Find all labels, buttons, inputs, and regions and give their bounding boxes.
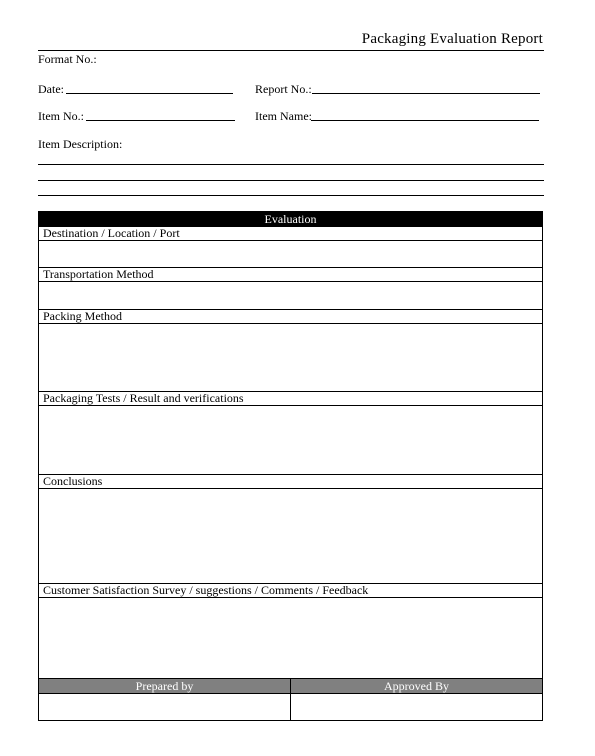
item-description-label: Item Description: (38, 137, 123, 151)
report-title: Packaging Evaluation Report (361, 31, 543, 47)
evaluation-heading: Evaluation (39, 212, 543, 227)
section-label-packing-method: Packing Method (39, 310, 543, 324)
section-label-transportation: Transportation Method (39, 268, 543, 282)
format-no-label: Format No.: (38, 52, 97, 66)
conclusions-entry-area[interactable] (39, 489, 543, 584)
item-name-label: Item Name: (255, 109, 312, 123)
item-no-field[interactable] (86, 120, 235, 121)
transportation-entry-area[interactable] (39, 282, 543, 310)
packaging-tests-entry-area[interactable] (39, 406, 543, 475)
title-rule (38, 50, 544, 51)
item-no-label: Item No.: (38, 109, 84, 123)
date-label: Date: (38, 82, 64, 96)
section-label-destination: Destination / Location / Port (39, 227, 543, 241)
description-line[interactable] (38, 180, 544, 181)
approved-by-signature-area[interactable] (291, 694, 543, 721)
approved-by-heading: Approved By (291, 679, 543, 694)
description-line[interactable] (38, 164, 544, 165)
report-no-label: Report No.: (255, 82, 312, 96)
item-name-field[interactable] (311, 120, 539, 121)
section-label-packaging-tests: Packaging Tests / Result and verifications (39, 392, 543, 406)
report-no-field[interactable] (312, 93, 540, 94)
section-label-customer-feedback: Customer Satisfaction Survey / suggestions / Comments / Feedback (39, 584, 543, 598)
prepared-by-signature-area[interactable] (39, 694, 291, 721)
customer-feedback-entry-area[interactable] (39, 598, 543, 679)
description-line[interactable] (38, 195, 544, 196)
prepared-by-heading: Prepared by (39, 679, 291, 694)
date-field[interactable] (66, 93, 233, 94)
destination-entry-area[interactable] (39, 241, 543, 268)
evaluation-table (38, 211, 543, 721)
section-label-conclusions: Conclusions (39, 475, 543, 489)
packing-method-entry-area[interactable] (39, 324, 543, 392)
